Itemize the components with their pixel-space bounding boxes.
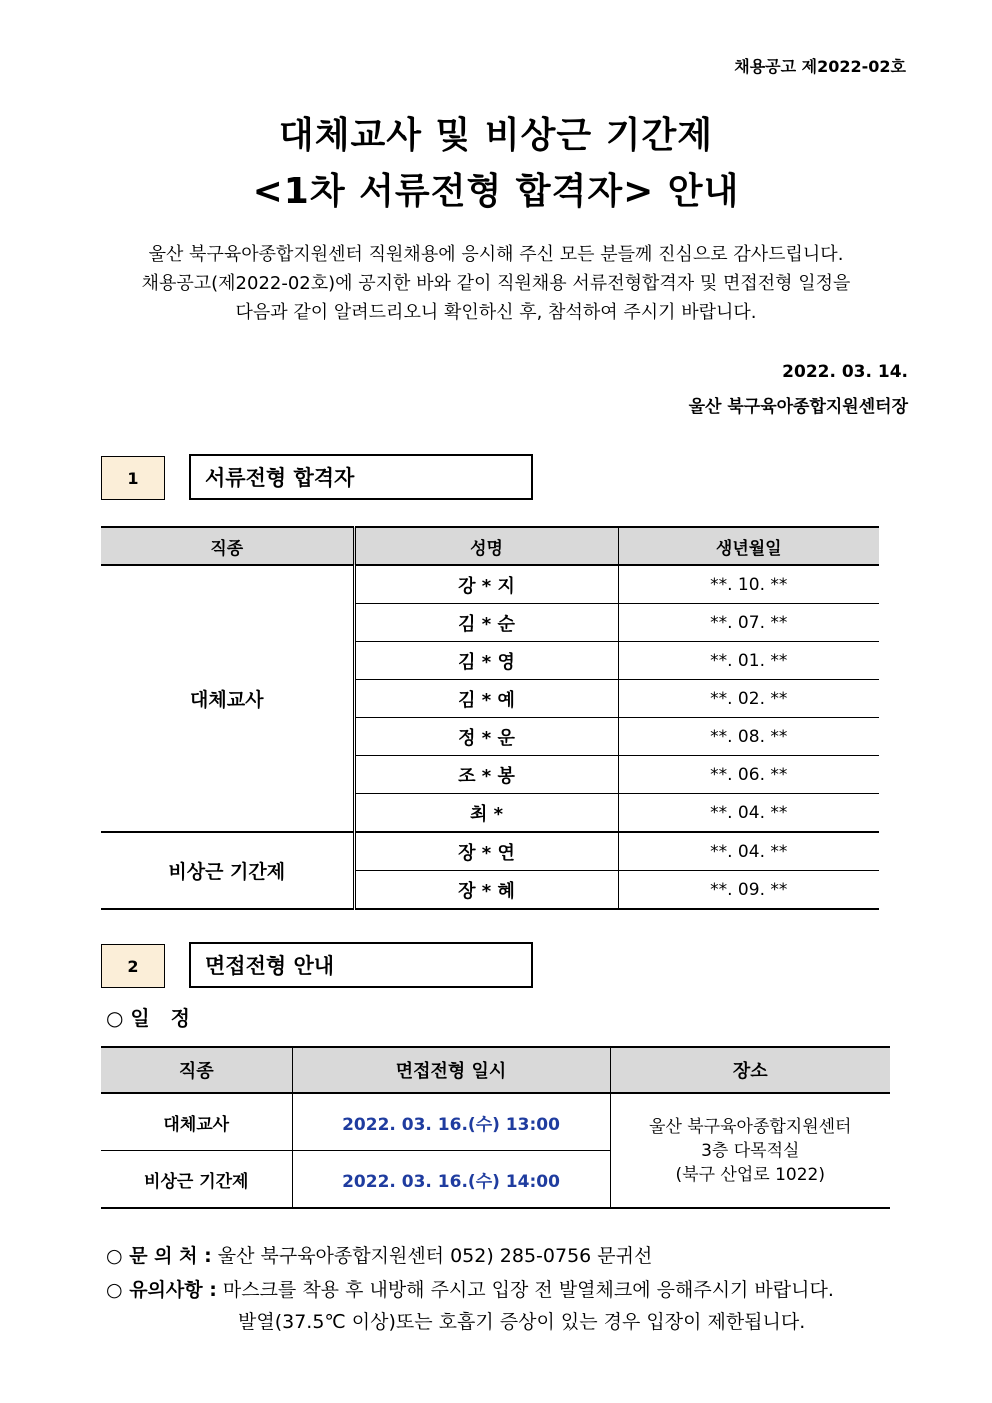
name-cell: 강 * 지	[354, 565, 618, 604]
name-cell: 정 * 운	[354, 718, 618, 756]
section-1-number: 1	[101, 456, 165, 500]
header-interview-time: 면접전형 일시	[292, 1047, 610, 1093]
intro-line: 울산 북구육아종합지원센터 직원채용에 응시해 주신 모든 분들께 진심으로 감사드립니다.	[148, 244, 844, 265]
notes-line	[106, 1275, 834, 1302]
contact-line	[106, 1241, 652, 1268]
table-header-row	[101, 1047, 890, 1093]
notes-line-2	[238, 1307, 805, 1334]
name-cell: 김 * 예	[354, 680, 618, 718]
notes-text-1: 마스크를 착용 후 내방해 주시고 입장 전 발열체크에 응해주시기 바랍니다.	[222, 1279, 834, 1301]
interview-time-cell: 2022. 03. 16.(수) 14:00	[292, 1151, 610, 1209]
header-place: 장소	[610, 1047, 890, 1093]
intro-paragraph	[0, 240, 992, 327]
birth-cell: **. 07. **	[618, 604, 879, 642]
birth-cell: **. 01. **	[618, 642, 879, 680]
page-title	[0, 108, 992, 220]
table-header-row	[101, 527, 879, 565]
contact-label: ○ 문 의 처 :	[106, 1245, 212, 1267]
birth-cell: **. 06. **	[618, 756, 879, 794]
birth-cell: **. 04. **	[618, 794, 879, 833]
place-cell	[610, 1093, 890, 1208]
name-cell: 최 *	[354, 794, 618, 833]
intro-line: 채용공고(제2022-02호)에 공지한 바와 같이 직원채용 서류전형합격자 및 면접전형 일정을	[141, 273, 851, 294]
notice-number: 채용공고 제2022-02호	[734, 57, 906, 76]
notes-text-2: 발열(37.5℃ 이상)또는 호흡기 증상이 있는 경우 입장이 제한됩니다.	[238, 1311, 806, 1333]
table-row	[101, 1093, 890, 1151]
section-1-title: 서류전형 합격자	[189, 454, 533, 500]
birth-cell: **. 10. **	[618, 565, 879, 604]
notes-label: ○ 유의사항 :	[106, 1279, 217, 1301]
header-job: 직종	[101, 1047, 292, 1093]
place-line: 울산 북구육아종합지원센터	[649, 1116, 852, 1137]
contact-text: 울산 북구육아종합지원센터 052) 285-0756 문귀선	[217, 1245, 653, 1267]
interview-schedule-table	[101, 1046, 890, 1209]
signer: 울산 북구육아종합지원센터장	[688, 397, 908, 417]
birth-cell: **. 04. **	[618, 832, 879, 871]
place-line: (북구 산업로 1022)	[675, 1164, 825, 1185]
birth-cell: **. 08. **	[618, 718, 879, 756]
passed-applicants-table	[101, 526, 879, 910]
job-cell: 비상근 기간제	[101, 1151, 292, 1209]
job-cell: 대체교사	[101, 1093, 292, 1151]
header-name: 성명	[354, 527, 618, 565]
job-cell: 비상근 기간제	[101, 832, 354, 909]
name-cell: 장 * 연	[354, 832, 618, 871]
header-job: 직종	[101, 527, 354, 565]
section-2-number: 2	[101, 944, 165, 988]
birth-cell: **. 02. **	[618, 680, 879, 718]
intro-line: 다음과 같이 알려드리오니 확인하신 후, 참석하여 주시기 바랍니다.	[235, 302, 757, 323]
title-line-1: 대체교사 및 비상근 기간제	[278, 115, 714, 156]
interview-time-cell: 2022. 03. 16.(수) 13:00	[292, 1093, 610, 1151]
name-cell: 김 * 순	[354, 604, 618, 642]
place-line: 3층 다목적실	[701, 1140, 800, 1161]
birth-cell: **. 09. **	[618, 871, 879, 910]
schedule-label: ○ 일 정	[106, 1006, 190, 1030]
name-cell: 장 * 혜	[354, 871, 618, 910]
header-birth: 생년월일	[618, 527, 879, 565]
table-row	[101, 565, 879, 604]
section-2-title: 면접전형 안내	[189, 942, 533, 988]
announcement-date: 2022. 03. 14.	[782, 362, 908, 382]
title-line-2: <1차 서류전형 합격자> 안내	[252, 171, 740, 212]
table-row	[101, 832, 879, 871]
name-cell: 조 * 봉	[354, 756, 618, 794]
job-cell: 대체교사	[101, 565, 354, 832]
name-cell: 김 * 영	[354, 642, 618, 680]
